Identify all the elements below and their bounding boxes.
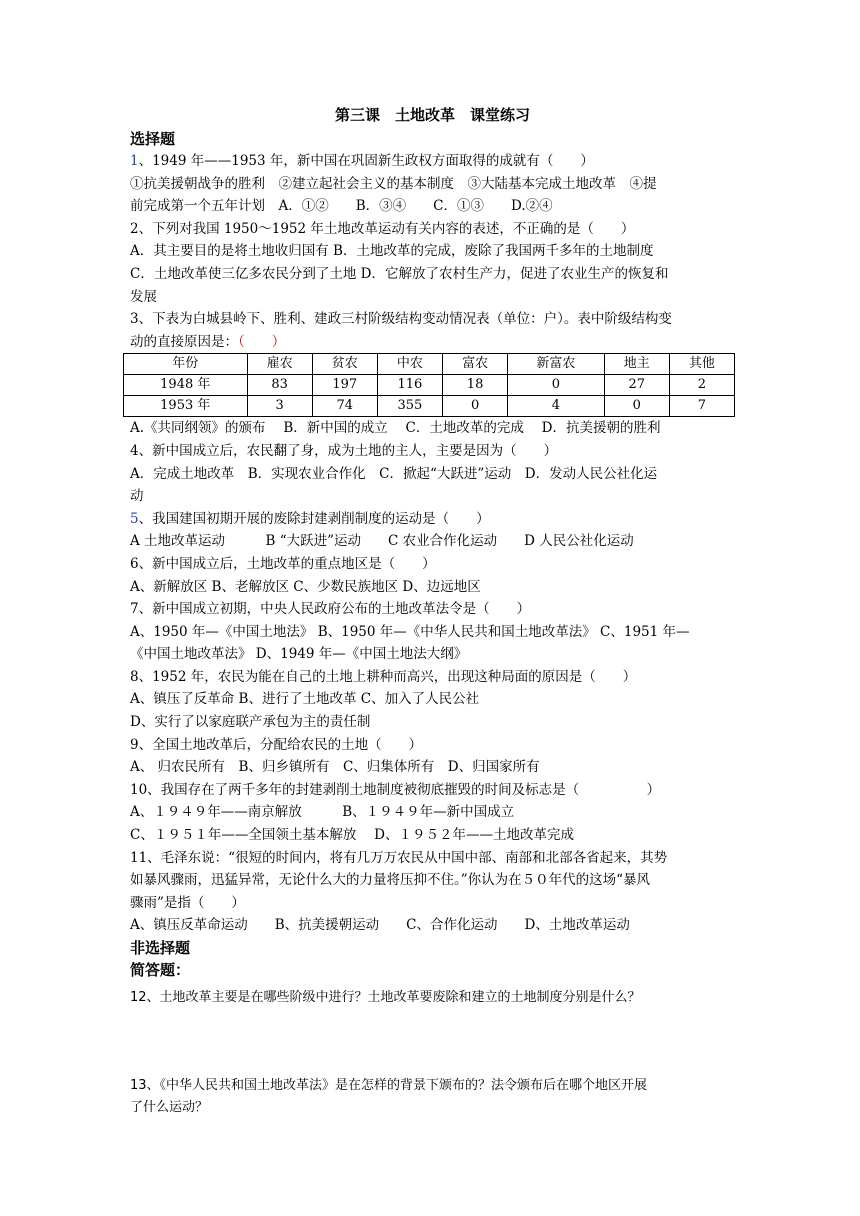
question-text: 3、下表为白城县岭下、胜利、建政三村阶级结构变动情况表（单位：户）。表中阶级结构变: [130, 311, 672, 328]
table-header-row: [124, 354, 735, 375]
question-options: A、镇压反革命运动 B、抗美援朝运动 C、合作化运动 D、土地改革运动: [130, 917, 630, 934]
question-options: A、1950 年—《中国土地法》 B、1950 年—《中华人民共和国土地改革法》 C、1951 年—: [130, 623, 690, 640]
table-row: [124, 375, 735, 396]
table-header: 雇农: [247, 354, 312, 375]
table-cell: 355: [377, 396, 442, 417]
question-6: [130, 553, 735, 598]
table-header: 贫农: [312, 354, 377, 375]
question-2: [130, 218, 735, 308]
question-line: 发展: [130, 288, 157, 305]
page-title: 第三课 土地改革 课堂练习: [334, 106, 530, 124]
section-heading-short-answer: 简答题：: [130, 961, 191, 979]
question-text: 7、新中国成立初期，中央人民政府公布的土地改革法令是（ ）: [130, 601, 531, 618]
answer-space: [130, 1045, 735, 1069]
question-12: [130, 987, 735, 1009]
table-header: 富农: [443, 354, 508, 375]
table-cell: 1948 年: [124, 375, 248, 396]
question-options: A、新解放区 B、老解放区 C、少数民族地区 D、边远地区: [130, 578, 481, 595]
question-5: [130, 508, 735, 553]
table-cell: 3: [247, 396, 312, 417]
question-9: [130, 734, 735, 779]
document-page: [130, 102, 735, 1119]
question-options: A、镇压了反革命 B、进行了土地改革 C、加入了人民公社: [130, 691, 480, 708]
question-text: 9、全国土地改革后，分配给农民的土地（ ）: [130, 736, 423, 753]
question-text: 6、新中国成立后，土地改革的重点地区是（ ）: [130, 555, 436, 572]
section-heading-nonchoice: 非选择题: [130, 939, 191, 957]
question-line: 《中国土地改革法》 D、1949 年—《中国土地法大纲》: [130, 646, 468, 663]
question-options: A、１９４９年——南京解放 B、１９４９年—新中国成立: [130, 804, 515, 821]
question-text: 2、下列对我国 1950～1952 年土地改革运动有关内容的表述，不正确的是（ ）: [130, 220, 635, 237]
question-3: [130, 308, 735, 440]
question-line: 动: [130, 488, 144, 505]
table-cell: 2: [669, 375, 734, 396]
question-number: 5: [130, 510, 139, 527]
question-text: 8、1952 年，农民为能在自己的土地上耕种而高兴，出现这种局面的原因是（ ）: [130, 668, 637, 685]
question-line: C．土地改革使三亿多农民分到了土地 D．它解放了农村生产力，促进了农业生产的恢复和: [130, 265, 669, 282]
table-cell: 116: [377, 375, 442, 396]
question-8: [130, 666, 735, 734]
table-cell: 0: [443, 396, 508, 417]
table-header: 地主: [604, 354, 669, 375]
question-11: [130, 847, 735, 937]
question-text: 12、土地改革主要是在哪些阶级中进行？土地改革要废除和建立的土地制度分别是什么？: [130, 990, 641, 1005]
question-line: D、实行了以家庭联产承包为主的责任制: [130, 714, 371, 731]
section-heading-choice: 选择题: [130, 130, 176, 148]
table-header: 其他: [669, 354, 734, 375]
question-text: 、1949 年——1953 年，新中国在巩固新生政权方面取得的成就有（ ）: [138, 153, 594, 169]
table-cell: 0: [604, 396, 669, 417]
table-cell: 83: [247, 375, 312, 396]
question-line: 了什么运动？: [130, 1100, 209, 1115]
answer-paren: （ ）: [238, 333, 286, 350]
question-options: C、１９５１年——全国领土基本解放 D、１９５２年——土地改革完成: [130, 827, 574, 844]
table-cell: 197: [312, 375, 377, 396]
table-header: 中农: [377, 354, 442, 375]
question-number: 1: [130, 153, 139, 169]
question-text: 、我国建国初期开展的废除封建剥削制度的运动是（ ）: [138, 510, 490, 527]
question-options: A 土地改革运动 B “大跃进”运动 C 农业合作化运动 D 人民公社化运动: [130, 533, 634, 550]
question-line: 骤雨”是指（ ）: [130, 894, 245, 911]
table-cell: 7: [669, 396, 734, 417]
question-text: 13、《中华人民共和国土地改革法》是在怎样的背景下颁布的？法令颁布后在哪个地区开展: [130, 1078, 648, 1093]
question-line: A．其主要目的是将土地收归国有 B．土地改革的完成，废除了我国两千多年的土地制度: [130, 243, 654, 260]
question-text: 4、新中国成立后，农民翻了身，成为土地的主人，主要是因为（ ）: [130, 442, 558, 459]
question-line: ①抗美援朝战争的胜利 ②建立起社会主义的基本制度 ③大陆基本完成土地改革 ④提: [130, 175, 657, 192]
question-13: [130, 1075, 735, 1119]
table-header: 新富农: [508, 354, 605, 375]
question-4: [130, 440, 735, 508]
question-1: [130, 150, 735, 218]
answer-space: [130, 1009, 735, 1045]
question-options: A、 归农民所有 B、归乡镇所有 C、归集体所有 D、归国家所有: [130, 759, 540, 776]
table-cell: 27: [604, 375, 669, 396]
question-options: A.《共同纲领》的颁布 B．新中国的成立 C．土地改革的完成 D．抗美援朝的胜利: [130, 420, 661, 437]
question-options: A．完成土地改革 B．实现农业合作化 C．掀起“大跃进”运动 D．发动人民公社化运: [130, 465, 658, 482]
question-7: [130, 598, 735, 666]
table-header: 年份: [124, 354, 248, 375]
table-cell: 18: [443, 375, 508, 396]
question-text: 11、毛泽东说：“很短的时间内，将有几万万农民从中国中部、南部和北部各省起来，其势: [130, 849, 668, 866]
table-cell: 74: [312, 396, 377, 417]
question-line: 动的直接原因是：: [130, 333, 238, 350]
question-options: 前完成第一个五年计划 A．①② B．③④ C．①③ D.②④: [130, 198, 553, 215]
table-row: [124, 396, 735, 417]
question-line: 如暴风骤雨，迅猛异常，无论什么大的力量将压抑不住。”你认为在５０年代的这场“暴风: [130, 872, 651, 889]
question-10: [130, 779, 735, 847]
table-cell: 1953 年: [124, 396, 248, 417]
class-structure-table: [123, 353, 735, 417]
table-cell: 4: [508, 396, 605, 417]
table-cell: 0: [508, 375, 605, 396]
question-text: 10、我国存在了两千多年的封建剥削土地制度被彻底摧毁的时间及标志是（ ）: [130, 781, 661, 798]
